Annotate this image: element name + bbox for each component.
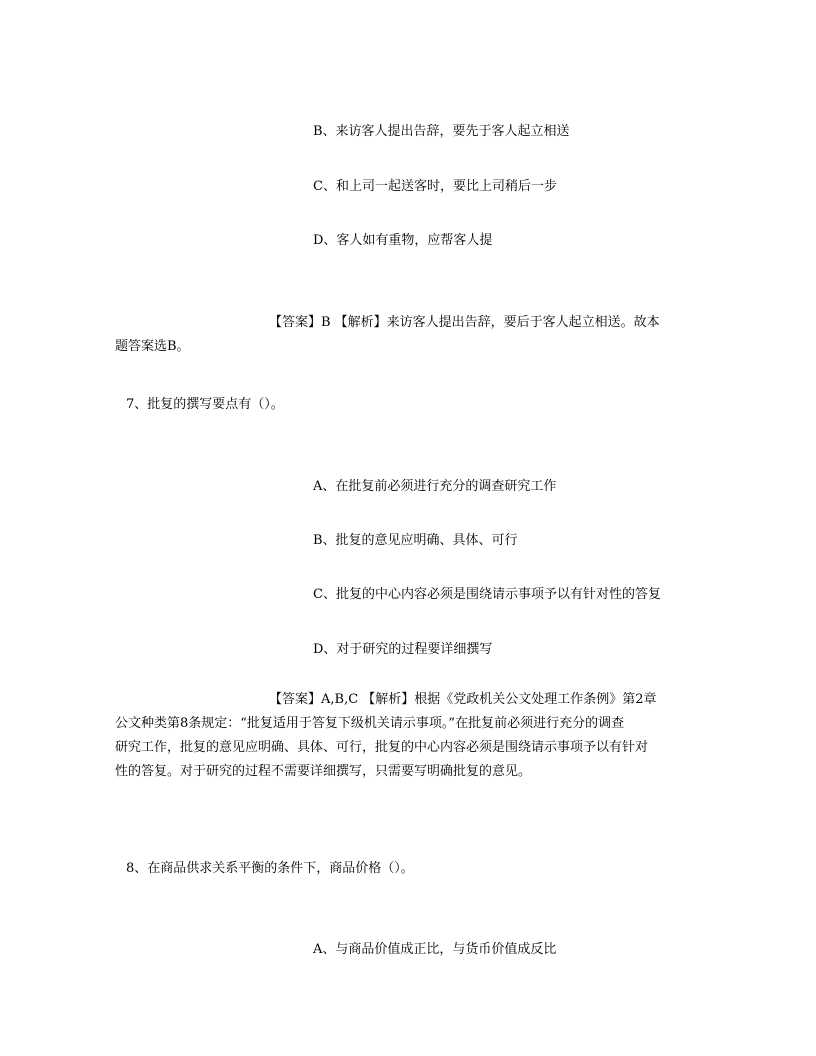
answer-explanation-line: 研究工作，批复的意见应明确、具体、可行，批复的中心内容必须是围绕请示事项予以有针对 [115,740,649,755]
answer-explanation: 【答案】A,B,C 【解析】根据《党政机关公文处理工作条例》第2章 [269,692,657,707]
option-b: B、来访客人提出告辞，要先于客人起立相送 [313,124,570,139]
answer-explanation-line: 性的答复。对于研究的过程不需要详细撰写，只需要写明确批复的意见。 [115,764,532,779]
option-a: A、在批复前必须进行充分的调查研究工作 [313,479,557,494]
option-c: C、和上司一起送客时，要比上司稍后一步 [313,179,557,194]
answer-explanation: 【答案】B 【解析】来访客人提出告辞，要后于客人起立相送。故本 [269,315,660,330]
option-c: C、批复的中心内容必须是围绕请示事项予以有针对性的答复 [313,587,661,602]
option-a: A、与商品价值成正比，与货币价值成反比 [313,942,557,957]
answer-explanation-line: 公文种类第8条规定：“批复适用于答复下级机关请示事项。”在批复前必须进行充分的调查 [115,716,625,731]
answer-explanation-continued: 题答案选B。 [115,339,190,354]
option-b: B、批复的意见应明确、具体、可行 [313,533,518,548]
option-d: D、对于研究的过程要详细撰写 [313,642,493,657]
option-d: D、客人如有重物，应帮客人提 [313,233,493,248]
question-7: 7、批复的撰写要点有（）。 [126,397,284,412]
question-8: 8、在商品供求关系平衡的条件下，商品价格（）。 [126,861,414,876]
